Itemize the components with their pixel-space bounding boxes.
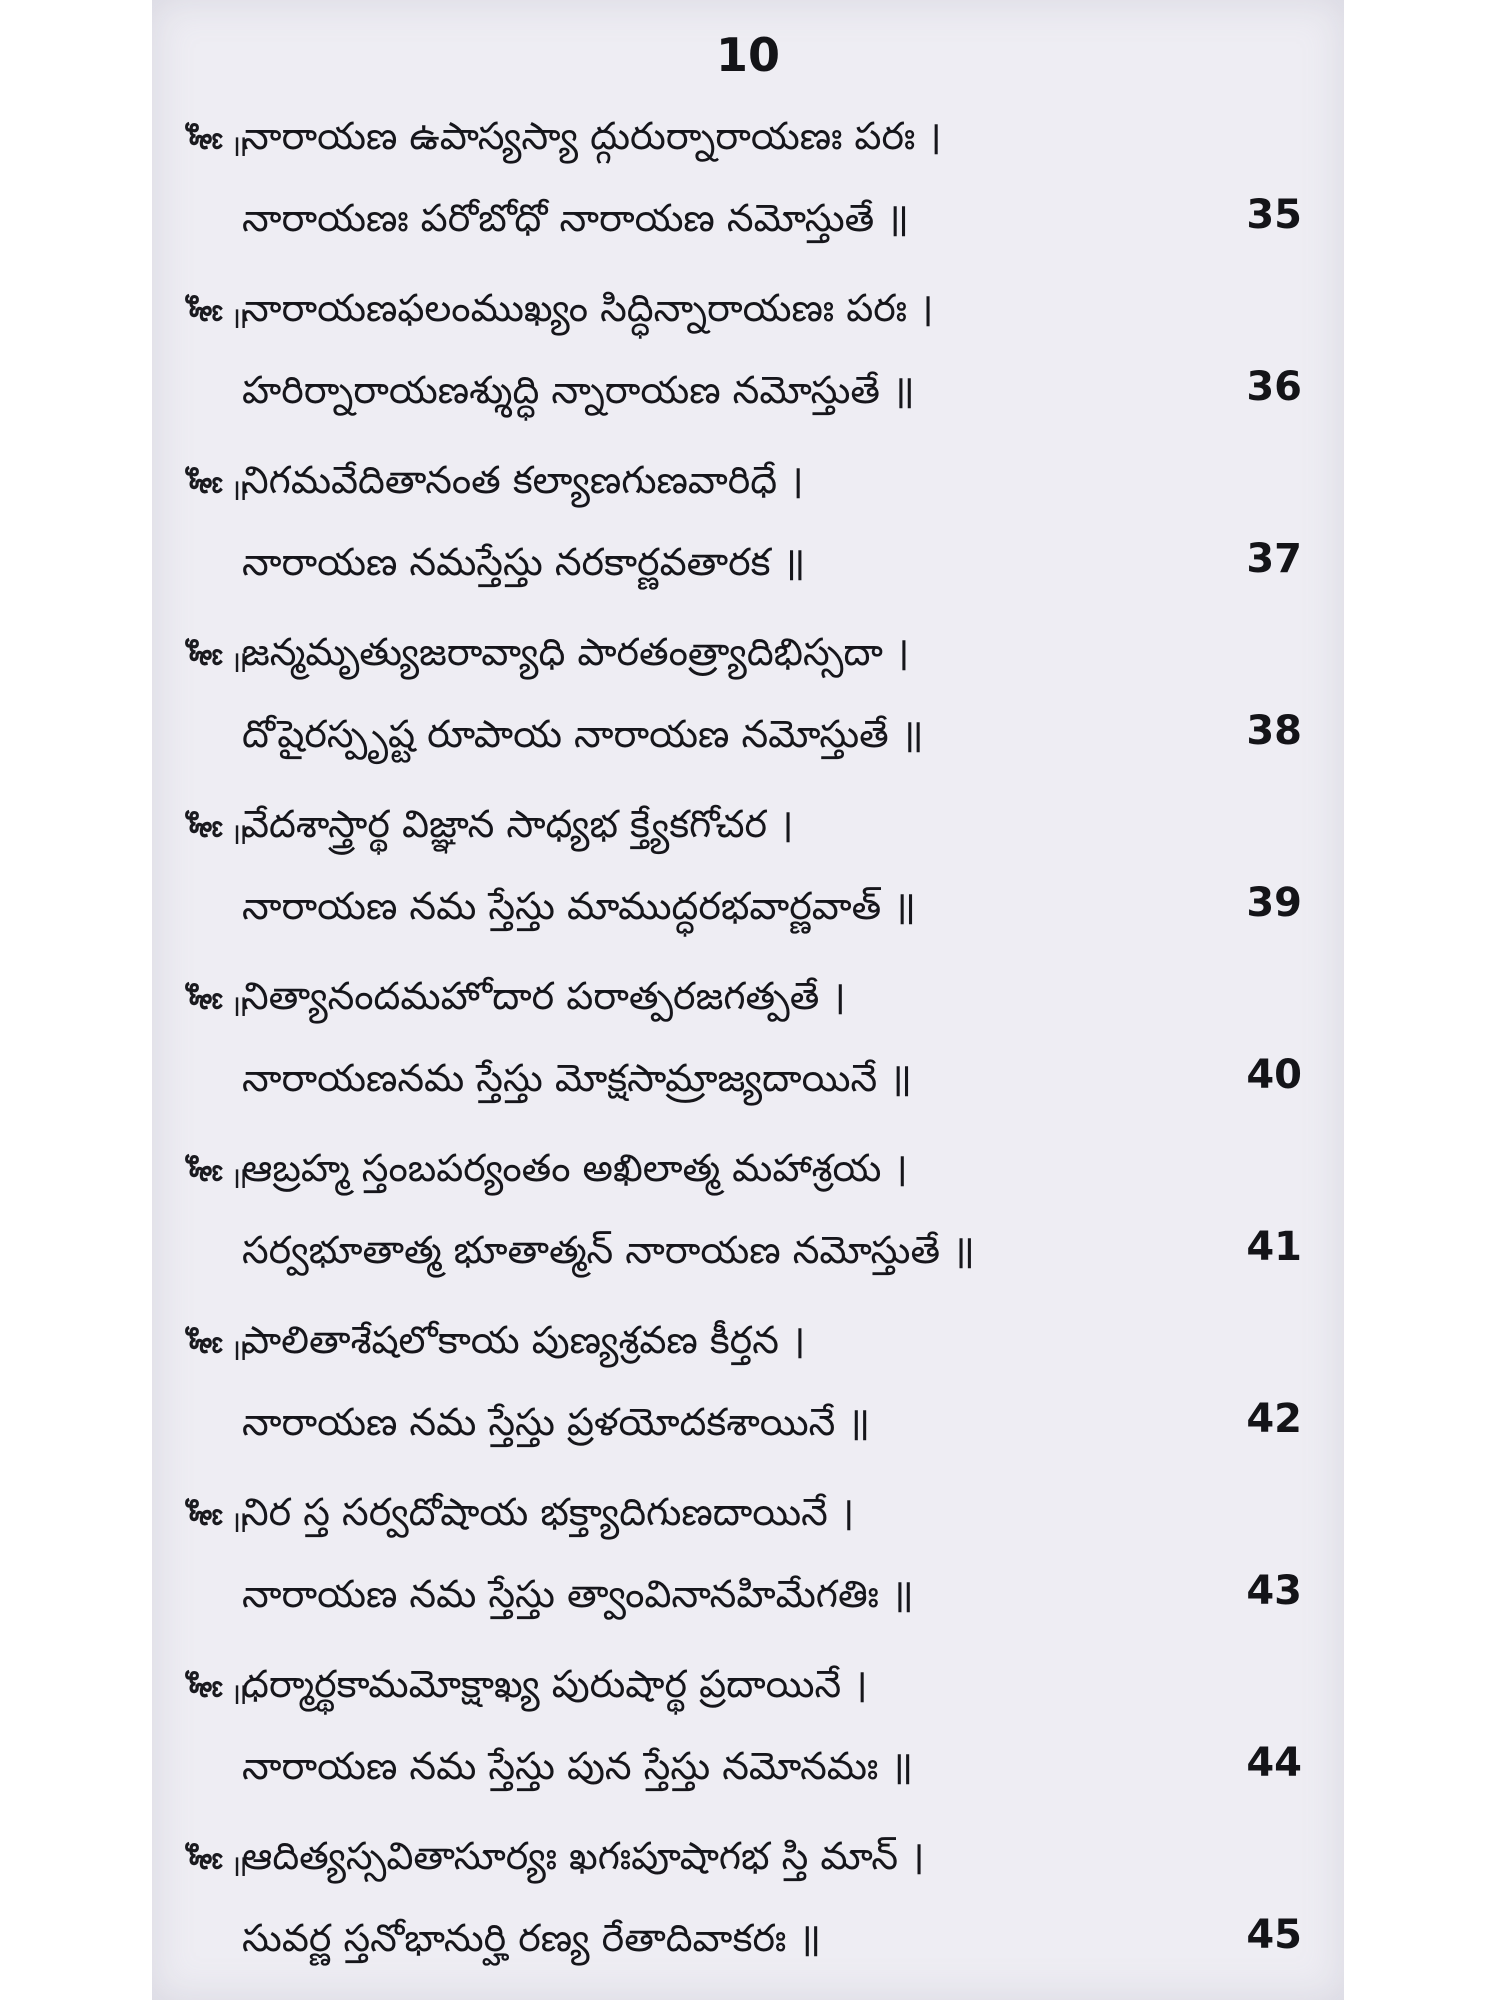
sloka-abbreviation: శ్లో	[183, 296, 219, 322]
verse-line-2: నారాయణనమ స్తేస్తు మోక్షసామ్రాజ్యదాయినే ॥	[242, 1056, 912, 1100]
verse-block	[152, 108, 1344, 280]
sloka-marker	[183, 796, 248, 868]
verse-block	[152, 968, 1344, 1140]
book-page	[152, 0, 1344, 2000]
double-danda: ॥	[230, 645, 248, 680]
double-danda: ॥	[230, 301, 248, 336]
sloka-abbreviation: శ్లో	[183, 1328, 219, 1354]
sloka-marker	[183, 624, 248, 696]
sloka-marker	[183, 280, 248, 352]
verse-line-1: నిగమవేదితానంత కల్యాణగుణవారిధే ।	[242, 458, 804, 502]
verse-line-1: నిర స్త సర్వదోషాయ భక్త్యాదిగుణదాయినే ।	[242, 1490, 855, 1534]
sloka-marker	[183, 968, 248, 1040]
verse-line-2: సువర్ణ స్తనోభానుర్హి రణ్య రేతాదివాకరః ॥	[242, 1916, 822, 1960]
verse-number: 40	[1246, 1052, 1302, 1098]
sloka-abbreviation: శ్లో	[183, 812, 219, 838]
verse-block	[152, 1484, 1344, 1656]
sloka-abbreviation: శ్లో	[183, 468, 219, 494]
verse-line-2: నారాయణ నమ స్తేస్తు పున స్తేస్తు నమోనమః ॥	[242, 1744, 914, 1788]
verse-block	[152, 1140, 1344, 1312]
verse-list	[152, 108, 1344, 2000]
verse-line-2: హరిర్నారాయణశ్శుద్ధి న్నారాయణ నమోస్తుతే ॥	[242, 368, 915, 412]
sloka-abbreviation: శ్లో	[183, 1500, 219, 1526]
verse-line-2: నారాయణ నమ స్తేస్తు ప్రళయోదకశాయినే ॥	[242, 1400, 871, 1444]
sloka-marker	[183, 1484, 248, 1556]
verse-line-1: నారాయణఫలంముఖ్యం సిద్ధిన్నారాయణః పరః ।	[242, 286, 934, 330]
sloka-abbreviation: శ్లో	[183, 1156, 219, 1182]
verse-number: 43	[1246, 1568, 1302, 1614]
sloka-marker	[183, 1828, 248, 1900]
verse-line-1: వేదశాస్త్రార్థ విజ్ఞాన సాధ్యభ క్త్యేకగోచర ।	[242, 802, 794, 846]
double-danda: ॥	[230, 1677, 248, 1712]
verse-line-1: నారాయణ ఉపాస్యస్యా ద్గురుర్నారాయణః పరః ।	[242, 114, 942, 158]
verse-line-2: నారాయణః పరోబోధో నారాయణ నమోస్తుతే ॥	[242, 196, 910, 240]
double-danda: ॥	[230, 1161, 248, 1196]
sloka-abbreviation: శ్లో	[183, 124, 219, 150]
double-danda: ॥	[230, 817, 248, 852]
verse-line-1: ధర్మార్థకామమోక్షాఖ్య పురుషార్థ ప్రదాయినే ।	[242, 1662, 868, 1706]
verse-line-1: పాలితాశేషలోకాయ పుణ్యశ్రవణ కీర్తన ।	[242, 1318, 806, 1362]
verse-block	[152, 624, 1344, 796]
verse-line-1: ఆబ్రహ్మ స్తంబపర్యంతం అఖిలాత్మ మహాశ్రయ ।	[242, 1146, 908, 1190]
sloka-abbreviation: శ్లో	[183, 1672, 219, 1698]
verse-number: 41	[1246, 1224, 1302, 1270]
verse-line-2: నారాయణ నమ స్తేస్తు మాముద్ధరభవార్ణవాత్ ॥	[242, 884, 916, 928]
sloka-abbreviation: శ్లో	[183, 1844, 219, 1870]
verse-line-2: దోషైరస్పృష్ట రూపాయ నారాయణ నమోస్తుతే ॥	[242, 712, 924, 756]
verse-block	[152, 1312, 1344, 1484]
page-number: 10	[715, 28, 780, 82]
verse-number: 45	[1246, 1912, 1302, 1958]
verse-block	[152, 280, 1344, 452]
verse-block	[152, 796, 1344, 968]
verse-line-1: జన్మమృత్యుజరావ్యాధి పారతంత్ర్యాదిభిస్సదా ।	[242, 630, 910, 674]
sloka-marker	[183, 452, 248, 524]
sloka-abbreviation: శ్లో	[183, 984, 219, 1010]
sloka-marker	[183, 1312, 248, 1384]
verse-line-1: ఆదిత్యస్సవితాసూర్యః ఖగఃపూషాగభ స్తి మాన్ ।	[242, 1834, 925, 1878]
double-danda: ॥	[230, 129, 248, 164]
verse-number: 42	[1246, 1396, 1302, 1442]
verse-block	[152, 452, 1344, 624]
verse-block	[152, 1656, 1344, 1828]
double-danda: ॥	[230, 989, 248, 1024]
verse-number: 39	[1246, 880, 1302, 926]
verse-line-1: నిత్యానందమహోదార పరాత్పరజగత్పతే ।	[242, 974, 846, 1018]
double-danda: ॥	[230, 1849, 248, 1884]
double-danda: ॥	[230, 1505, 248, 1540]
verse-number: 37	[1246, 536, 1302, 582]
verse-number: 38	[1246, 708, 1302, 754]
verse-block	[152, 1828, 1344, 2000]
sloka-marker	[183, 108, 248, 180]
double-danda: ॥	[230, 1333, 248, 1368]
double-danda: ॥	[230, 473, 248, 508]
verse-line-2: సర్వభూతాత్మ భూతాత్మన్ నారాయణ నమోస్తుతే ॥	[242, 1228, 975, 1272]
verse-line-2: నారాయణ నమ స్తేస్తు త్వాంవినానహిమేగతిః ॥	[242, 1572, 914, 1616]
sloka-abbreviation: శ్లో	[183, 640, 219, 666]
sloka-marker	[183, 1656, 248, 1728]
verse-line-2: నారాయణ నమస్తేస్తు నరకార్ణవతారక ॥	[242, 540, 806, 584]
verse-number: 36	[1246, 364, 1302, 410]
verse-number: 35	[1246, 192, 1302, 238]
verse-number: 44	[1246, 1740, 1302, 1786]
sloka-marker	[183, 1140, 248, 1212]
